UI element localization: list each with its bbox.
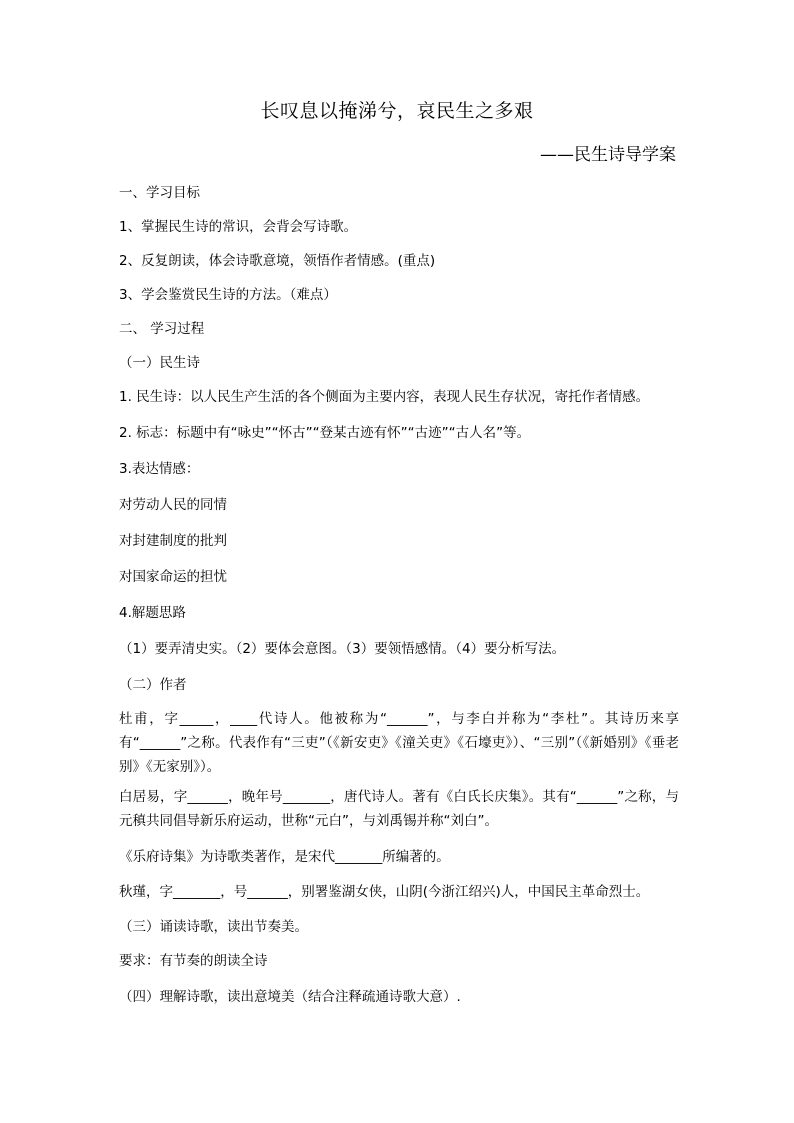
approach-heading: 4.解题思路 — [119, 605, 186, 621]
goal-item-2: 2、反复朗读，体会诗歌意境，领悟作者情感。(重点) — [119, 253, 436, 269]
emotion-item-2: 对封建制度的批判 — [119, 533, 227, 549]
definition-line: 1. 民生诗：以人民生产生活的各个侧面为主要内容，表现人民生存状况，寄托作者情感。 — [119, 389, 650, 405]
yuefu-line: 《乐府诗集》为诗歌类著作，是宋代_______所编著的。 — [119, 849, 450, 865]
emotion-item-3: 对国家命运的担忧 — [119, 569, 227, 585]
subsection-heading-understand: （四）理解诗歌，读出意境美（结合注释疏通诗歌大意）. — [119, 989, 461, 1005]
author-paragraph-dufu: 杜甫，字_____，____代诗人。他被称为“______”，与李白并称为“李杜”。其诗历来享有“______”之称。代表作有“三吏”（《新安吏》《潼关吏》《石壕吏》）、“三别”（《新婚别》《垂老别》《无家别》）。 — [119, 711, 679, 775]
marker-line: 2. 标志：标题中有“咏史”“怀古”“登某古迹有怀”“古迹”“古人名”等。 — [119, 425, 531, 441]
approach-steps: （1）要弄清史实。（2）要体会意图。（3）要领悟感情。（4）要分析写法。 — [119, 641, 566, 657]
goal-item-1: 1、掌握民生诗的常识，会背会写诗歌。 — [119, 219, 358, 235]
emotion-heading: 3.表达情感： — [119, 461, 200, 477]
emotion-item-1: 对劳动人民的同情 — [119, 497, 227, 513]
qiujin-line: 秋瑾，字_______，号______，别署鉴湖女侠，山阴(今浙江绍兴)人，中国民主革命烈士。 — [119, 884, 650, 900]
subsection-heading-recite: （三）诵读诗歌，读出节奏美。 — [119, 919, 308, 935]
subsection-heading-poetry: （一）民生诗 — [119, 355, 200, 371]
document-title: 长叹息以掩涕兮，哀民生之多艰 — [260, 100, 534, 122]
section-heading-goals: 一、学习目标 — [119, 185, 200, 201]
document-subtitle: ——民生诗导学案 — [540, 145, 676, 165]
subsection-heading-authors: （二）作者 — [119, 677, 187, 693]
recite-requirement: 要求：有节奏的朗读全诗 — [119, 953, 268, 969]
author-paragraph-baijuyi: 白居易，字______，晚年号_______，唐代诗人。著有《白氏长庆集》。其有“______”之称，与元稹共同倡导新乐府运动，世称“元白”，与刘禹锡并称“刘白”。 — [119, 789, 679, 829]
section-heading-process: 二、 学习过程 — [119, 321, 205, 337]
goal-item-3: 3、学会鉴赏民生诗的方法。（难点） — [119, 287, 337, 303]
